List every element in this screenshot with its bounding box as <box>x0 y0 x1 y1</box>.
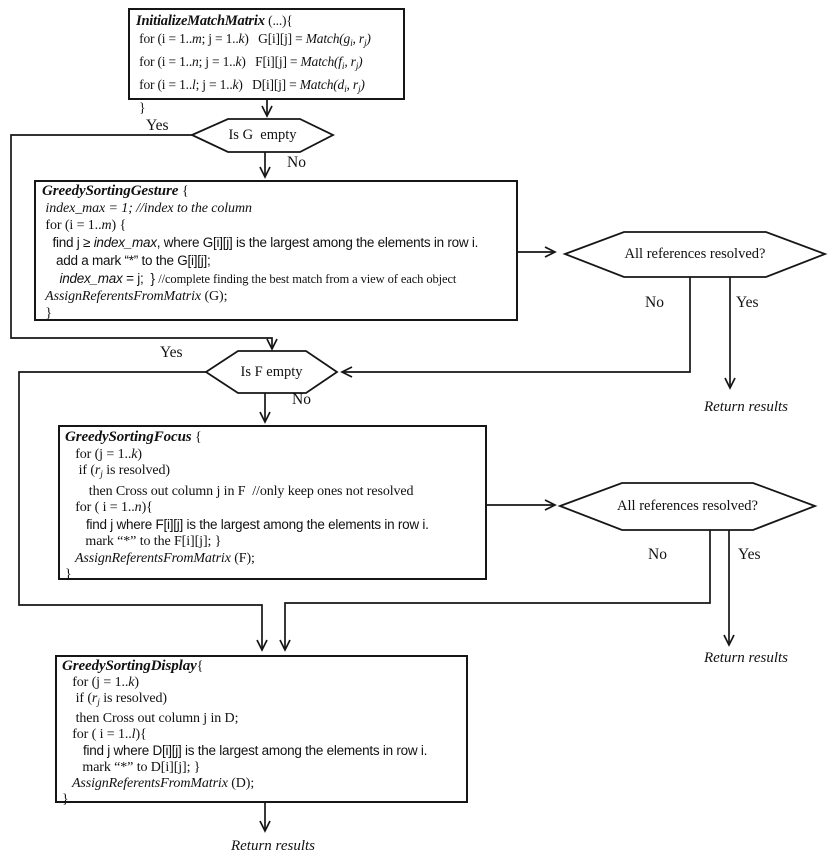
decision-is-f-empty-label: Is F empty <box>240 363 303 380</box>
terminal-return-results-1: Return results <box>703 399 789 415</box>
edge-label-refs2-yes: Yes <box>738 546 761 563</box>
edge-label-is-f-empty-yes: Yes <box>160 344 183 361</box>
terminal-return-results-2: Return results <box>703 650 789 666</box>
decision-all-refs-1-label: All references resolved? <box>624 246 766 262</box>
edge-label-is-g-empty-yes: Yes <box>146 117 169 134</box>
edge-label-is-g-empty-no: No <box>287 154 306 171</box>
pseudocode-greedy-sorting-display: GreedySortingDisplay{ for (j = 1..k) if ($r_j$ is resolved) then Cross out column j in D; for ( i = 1..l){ find j where D[i][j] is the largest among the elements in row i. mark “*” to D[i][j]; } AssignReferentsFromMatrix (D); } <box>55 655 468 803</box>
edge-label-is-f-empty-no: No <box>292 391 311 408</box>
edge-label-refs2-no: No <box>648 546 667 563</box>
edge-label-refs1-no: No <box>645 294 664 311</box>
decision-all-refs-2-label: All references resolved? <box>617 498 758 514</box>
edge-label-refs1-yes: Yes <box>736 294 759 311</box>
pseudocode-greedy-sorting-gesture: GreedySortingGesture { index_max = 1; //index to the column for (i = 1..m) { find j ≥ index_max, where G[i][j] is the largest among the elements in row i. add a mark “*” to the G[i][j]; index_max = j; } //complete finding the best match from a view of each object AssignReferentsFromMatrix (G); } <box>34 180 518 321</box>
pseudocode-initialize-match-matrix: InitializeMatchMatrix (...){ for (i = 1..m; j = 1..k) $G[i][j] = Match(g_i$, $r_j$) for (i = 1..n; j = 1..k) $F[i][j] = Match(f_i$, $r_j$) for (i = 1..l; j = 1..k) $D[i][j] = Match(d_i$, $r_j$) } <box>128 8 405 100</box>
pseudocode-greedy-sorting-focus: GreedySortingFocus { for (j = 1..k) if ($r_j$ is resolved) then Cross out column j in F //only keep ones not resolved for ( i = 1..n){ find j where F[i][j] is the largest among the elements in row i. mark “*” to the F[i][j]; } AssignReferentsFromMatrix (F); } <box>58 425 487 580</box>
terminal-return-results-3: Return results <box>230 838 316 854</box>
decision-is-g-empty-label: Is G empty <box>228 127 297 143</box>
